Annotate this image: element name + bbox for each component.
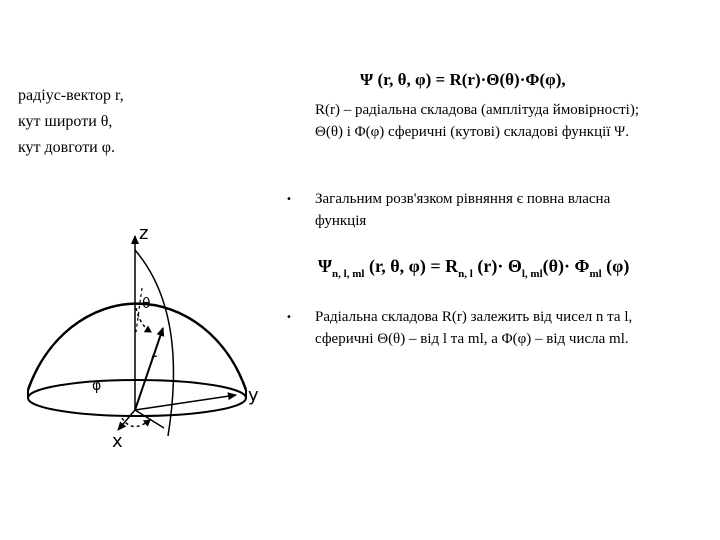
r-label: r [150, 350, 157, 368]
dependency-text-line2: сферичні Θ(θ) – від l та ml, а Φ(φ) – від числа ml. [315, 331, 629, 347]
radius-vector [135, 328, 163, 410]
note-latitude-angle: кут широти θ, [18, 113, 113, 130]
meridian-arc [135, 250, 173, 436]
phi-subscript: ml [589, 268, 602, 280]
bullet-marker: • [286, 312, 292, 323]
formula-mid2: (θ)· Φ [542, 256, 590, 276]
note-radius-vector: радіус-вектор r, [18, 87, 124, 104]
full-eigenfunction-formula [318, 256, 629, 280]
y-axis-label: y [248, 385, 259, 406]
x-axis-label: x [112, 431, 123, 452]
angular-component-description: Θ(θ) і Φ(φ) сферичні (кутові) складові функції Ψ. [315, 124, 630, 140]
radial-component-description: R(r) – радіальна складова (амплітуда ймовірності); [315, 102, 640, 118]
radial-subscript: n, l [458, 268, 473, 280]
spherical-coordinates-diagram [10, 222, 290, 472]
psi-subscript: n, l, ml [332, 268, 365, 280]
hemisphere-outline [28, 304, 246, 390]
general-solution-text-line2: функція [315, 213, 367, 229]
general-solution-text-line1: Загальним розв'язком рівняння є повна власна [315, 191, 611, 207]
theta-subscript: l, ml [521, 268, 543, 280]
psi-symbol: Ψ [318, 256, 333, 276]
formula-end: (φ) [601, 256, 630, 276]
bullet-marker: • [286, 194, 292, 205]
wavefunction-separation-formula: Ψ (r, θ, φ) = R(r)·Θ(θ)·Φ(φ), [360, 70, 566, 89]
formula-mid1: (r)· Θ [472, 256, 522, 276]
phi-label: φ [92, 378, 102, 394]
note-longitude-angle: кут довготи φ. [18, 139, 115, 156]
dependency-text-line1: Радіальна складова R(r) залежить від чисел n та l, [315, 309, 633, 325]
theta-label: θ [142, 296, 151, 312]
formula-args: (r, θ, φ) = R [364, 256, 459, 276]
z-axis-label: z [139, 223, 149, 244]
y-axis [135, 395, 236, 410]
